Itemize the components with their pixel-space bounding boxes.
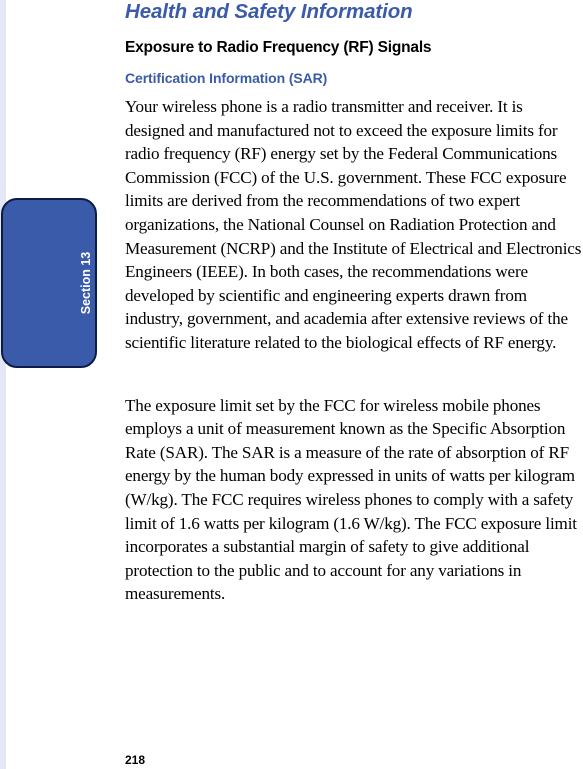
page-number: 218 <box>125 753 146 767</box>
topic-subheading: Certification Information (SAR) <box>125 70 328 86</box>
page-content <box>125 0 583 606</box>
body-paragraph: Your wireless phone is a radio transmitter and receiver. It is designed and manufactured not to exceed the exposure limits for radio frequency (RF) energy set by the Federal Communications Commission (FCC) of the U.S. government. These FCC exposure limits are derived from the recommendations of two expert organizations, the National Counsel on Radiation Protection and Measurement (NCRP) and the Institute of Electrical and Electronics Engineers (IEEE). In both cases, the recommendations were developed by scientific and engineering experts drawn from industry, government, and academia after extensive reviews of the scientific literature related to the biological effects of RF energy. <box>125 97 582 352</box>
side-tab-strip <box>0 0 6 769</box>
section-title: Health and Safety Information <box>125 0 413 23</box>
topic-heading: Exposure to Radio Frequency (RF) Signals <box>125 39 432 56</box>
section-tab-label: Section 13 <box>79 251 93 315</box>
body-paragraph: The exposure limit set by the FCC for wireless mobile phones employs a unit of measurement known as the Specific Absorption Rate (SAR). The SAR is a measure of the rate of absorption of RF energy by the human body expressed in units of watts per kilogram (W/kg). The FCC requires wireless phones to comply with a safety limit of 1.6 watts per kilogram (1.6 W/kg). The FCC exposure limit incorporates a substantial margin of safety to give additional protection to the public and to account for any variations in measurements. <box>125 395 577 604</box>
